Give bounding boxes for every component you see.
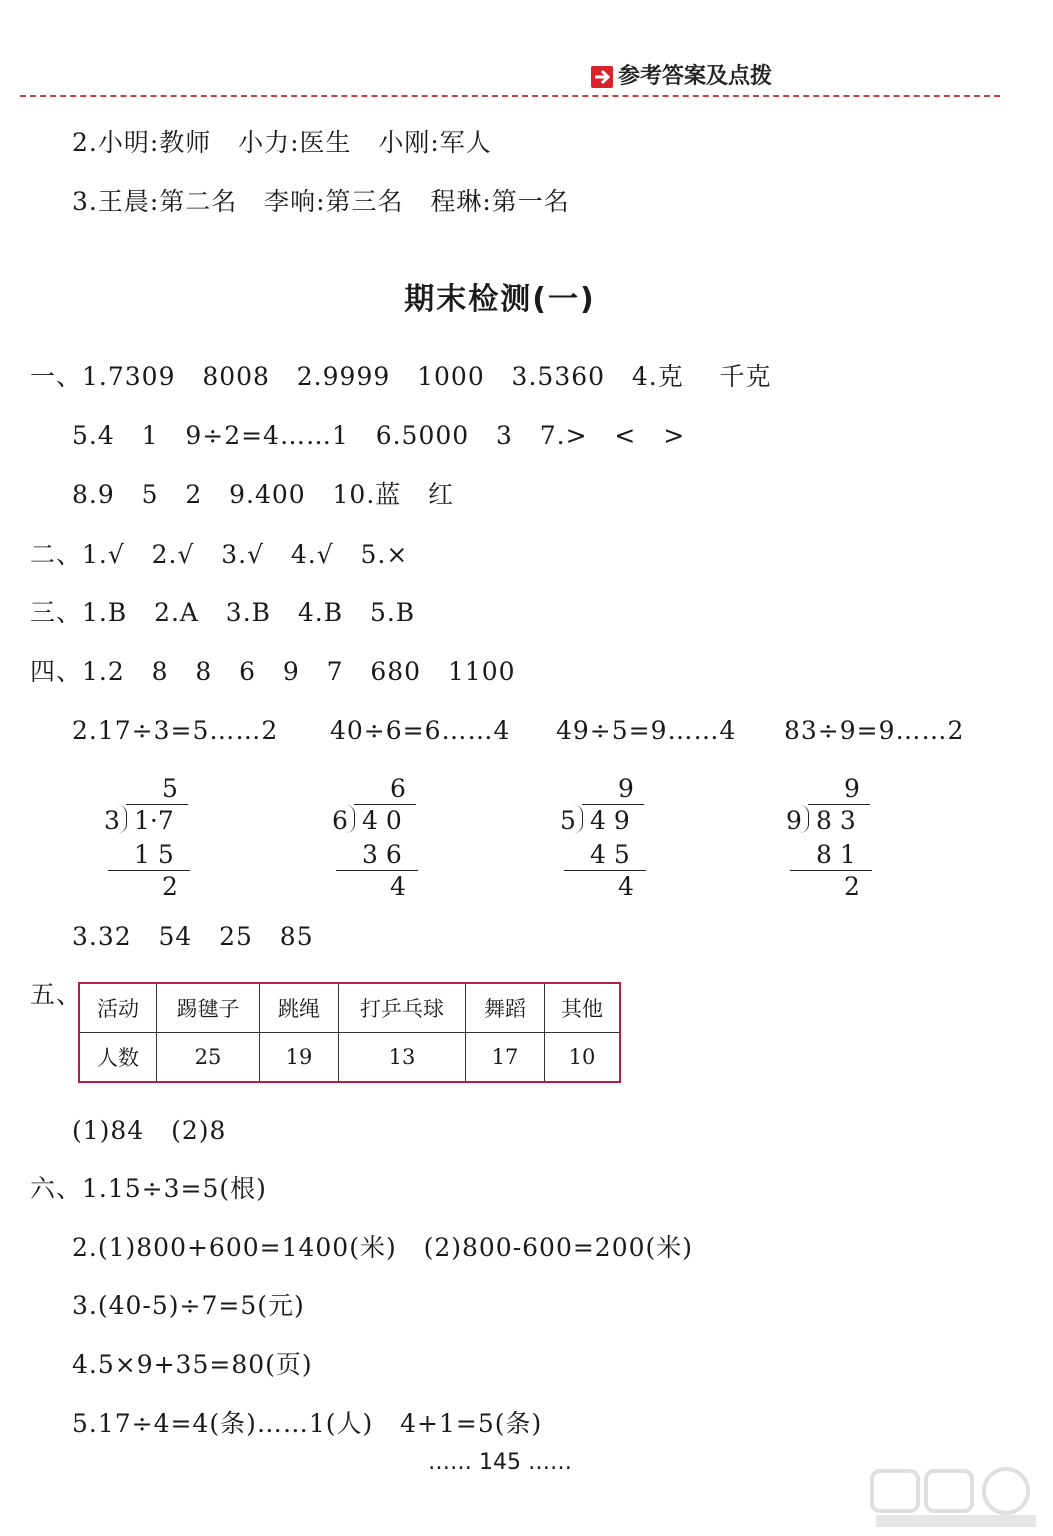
quotient: 5 xyxy=(162,774,178,803)
answer-one-3: 8.9 5 2 9.400 10.蓝 红 xyxy=(72,480,455,509)
page-number-dots-right: …… xyxy=(528,1450,572,1475)
answer-six-3: 3.(40-5)÷7=5(元) xyxy=(72,1291,305,1320)
product: 1 5 xyxy=(134,840,174,869)
remainder: 2 xyxy=(844,872,860,901)
answer-one-1: 一、1.7309 8008 2.9999 1000 3.5360 4.克 千克 xyxy=(30,362,772,391)
header-title: 参考答案及点拨 xyxy=(618,64,773,89)
remainder: 4 xyxy=(390,872,406,901)
section-title: 期末检测(一) xyxy=(404,282,596,317)
long-division-4 xyxy=(786,774,916,901)
dividend: 4 9 xyxy=(590,806,630,835)
quotient: 6 xyxy=(390,774,406,803)
table-header-row xyxy=(79,983,620,1033)
answer-three: 三、1.B 2.A 3.B 4.B 5.B xyxy=(30,598,416,627)
table-cell: 25 xyxy=(157,1033,260,1083)
activity-table xyxy=(78,982,621,1083)
answer-four-2d: 83÷9=9……2 xyxy=(784,716,965,745)
answer-six-4: 4.5×9+35=80(页) xyxy=(72,1350,313,1379)
answer-five-sub: (1)84 (2)8 xyxy=(72,1116,227,1145)
answer-six-1: 六、1.15÷3=5(根) xyxy=(30,1174,267,1203)
table-row-label: 人数 xyxy=(79,1033,157,1083)
table-header-cell: 舞蹈 xyxy=(466,983,545,1033)
quotient: 9 xyxy=(618,774,634,803)
answer-four-2c: 49÷5=9……4 xyxy=(556,716,737,745)
divisor: 3 xyxy=(104,806,120,835)
answer-six-2: 2.(1)800+600=1400(米) (2)800-600=200(米) xyxy=(72,1233,694,1262)
remainder: 4 xyxy=(618,872,634,901)
answer-two: 二、1.√ 2.√ 3.√ 4.√ 5.× xyxy=(30,540,409,569)
page-number-value: 145 xyxy=(479,1450,521,1475)
answer-five-label: 五、 xyxy=(30,980,83,1009)
table-cell: 17 xyxy=(466,1033,545,1083)
table-cell: 10 xyxy=(545,1033,621,1083)
product: 3 6 xyxy=(362,840,402,869)
dividend: 8 3 xyxy=(816,806,856,835)
product: 4 5 xyxy=(590,840,630,869)
divisor: 6 xyxy=(332,806,348,835)
remainder: 2 xyxy=(162,872,178,901)
header-divider xyxy=(20,95,1000,97)
long-division-2 xyxy=(332,774,462,901)
page-number-dots-left: …… xyxy=(428,1450,472,1475)
prev-answer-3: 3.王晨:第二名 李响:第三名 程琳:第一名 xyxy=(72,187,570,216)
table-row xyxy=(79,1033,620,1083)
divisor: 9 xyxy=(786,806,802,835)
answer-six-5: 5.17÷4=4(条)……1(人) 4+1=5(条) xyxy=(72,1409,543,1438)
divisor: 5 xyxy=(560,806,576,835)
answer-four-1: 四、1.2 8 8 6 9 7 680 1100 xyxy=(30,657,516,686)
watermark-logo-icon xyxy=(868,1465,1048,1531)
page-number xyxy=(0,1450,1000,1475)
table-header-cell: 其他 xyxy=(545,983,621,1033)
answer-four-2b: 40÷6=6……4 xyxy=(330,716,511,745)
table-header-cell: 踢毽子 xyxy=(157,983,260,1033)
answer-four-3: 3.32 54 25 85 xyxy=(72,922,314,951)
table-header-cell: 打乒乓球 xyxy=(339,983,466,1033)
table-cell: 19 xyxy=(260,1033,339,1083)
prev-answer-2: 2.小明:教师 小力:医生 小刚:军人 xyxy=(72,128,492,157)
table-cell: 13 xyxy=(339,1033,466,1083)
product: 8 1 xyxy=(816,840,856,869)
table-header-cell: 跳绳 xyxy=(260,983,339,1033)
dividend: 1·7 xyxy=(134,806,174,835)
dividend: 4 0 xyxy=(362,806,402,835)
arrow-icon xyxy=(591,66,613,88)
quotient: 9 xyxy=(844,774,860,803)
answer-one-2: 5.4 1 9÷2=4……1 6.5000 3 7.> < > xyxy=(72,421,686,450)
long-division-3 xyxy=(560,774,690,901)
table-header-cell: 活动 xyxy=(79,983,157,1033)
answer-four-2a: 2.17÷3=5……2 xyxy=(72,716,279,745)
long-division-1 xyxy=(104,774,234,901)
